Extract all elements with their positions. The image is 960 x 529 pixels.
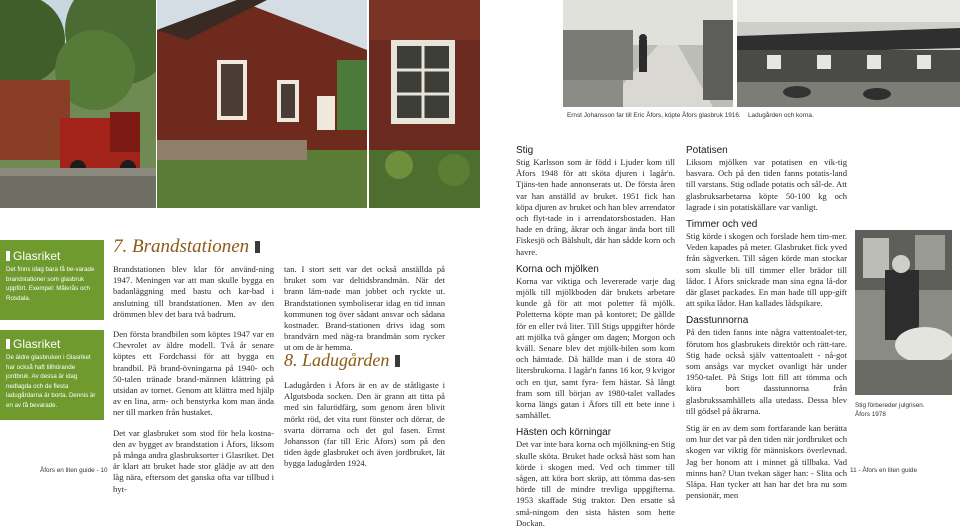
right-column-1 [516, 145, 675, 529]
section-7-paragraph: Den första brandbilen som köptes 1947 var en Chevrolet av äldre modell. Två år senare köptes ett Fordchassi för att bygga en brandbil. På brand-övningarna på 1940- och 50-talen tränade brand-männen klättring på utsidan av tornet. Genom att klättra med hjälp av en lina, arm- och benstyrka kom man ända ner till marken från hustaket. [113, 329, 274, 418]
photo-stig-julgris [855, 230, 952, 395]
sidebar-2-body: De äldre glasbruken i Glasriket har också haft tillhörande jordbruk. Av dessa är idag nedlagda och de flesta ladugårdarna är borta. Dennis är en av få bevarade. [6, 354, 96, 409]
left-page-footer: Åfors en liten guide - 10 [40, 467, 108, 474]
photo-ernst-johansson [563, 0, 733, 107]
heading-potatis: Potatisen [686, 145, 728, 156]
photo-caption: Stig förbereder julgrisen. Åfors 1978 [855, 402, 925, 418]
potatis-paragraph: Liksom mjölken var potatisen en vik-tig basvara. Och på den tiden fanns potatis-land till varstans. Stig odlade potatis och sål-de. Att glasbruksarbetarna köpte 50-100 kg och lagrade i sin potatiskällare var vanligt. [686, 157, 847, 212]
section-7-heading-text: 7. Brandstationen [113, 236, 250, 257]
last-paragraph: Stig är en av dem som fortfarande kan berätta om hur det var på den tiden när jordbruket och skogen var viktig för människors överlevnad. Jag ber honom att i minnet gå tillbaka. Vad minns han? Utan tvekan säger han: - Slita och Släpa. Han tycker att han har det bra nu som pensionär, men [686, 423, 847, 501]
section-8-heading [284, 350, 400, 371]
timmer-paragraph: Stig körde i skogen och forslade hem tim-mer. Veden kapades på meter. Glasbruket fick yved från sågverken. Till sågen körde man stockar som skulle bli till timmer eller brädor till lådor. I Åfors snickrade man sina egna lå-dor där glaset packades. En man hade till upp-gift att spika lådor. Han kallades lådspikare. [686, 231, 847, 309]
caption-top-1: Ernst Johansson far till Eric Åfors, köpte Åfors glasbruk 1916. [567, 112, 741, 119]
section-7-paragraph: Det var glasbruket som stod för hela kostna-den av bygget av brandstation i Åfors, liksom på många andra glasbruksorter i Glasriket. Det är klart att bruket hade stor glädje av att den låg nära, eftersom det ganska ofta var tillbud i hyt- [113, 427, 274, 494]
photo-barn-cows [737, 0, 960, 107]
section-7-column-1 [113, 264, 274, 504]
sidebar-1-title-row [6, 249, 100, 263]
photo-barn-window [369, 0, 480, 208]
photo-fire-truck [0, 0, 156, 208]
section-7-heading [113, 236, 260, 258]
hasten-paragraph: Det var inte bara korna och mjölkning-en Stig skulle sköta. Bruket hade också häst som han körde i skogen med. Ved och timmer till sågen, att köra bort skräp, att tömma das-sen hörde till de mindre trevliga uppgifterna. 1953 skaffade Stig traktor. Den ersatte så små-ningom den sista hästen som hette Dockan. [516, 439, 675, 528]
right-page-footer: 11 - Åfors en liten guide [850, 467, 918, 474]
photo-barn-building [157, 0, 367, 208]
bar-chart-icon [6, 339, 10, 349]
sidebar-1-title: Glasriket [13, 249, 61, 263]
korna-paragraph: Korna var viktiga och levererade varje dag mjölk till mjölkboden där brukets arbetare kunde gå för att mot poletter få mjölk. Poletterna köpte man på kontoret; De gällde för en eller två liter. Till Stigs uppgifter hörde att mjölka två gånger om dagen; Morgon och kväll. Senare blev det mjölk-bilen som kom och hämtade. Då hällde man i de stora 40 litersbrukorna. I lagår'n fanns 16 kor, 9 kvigor och en tjur, samt fyra- fem hästar. Så långt fram som till början av 1980-talet vallades korna längs gatan i Åfors till ett bete inne i samhället. [516, 275, 675, 421]
sidebar-box-2 [0, 330, 104, 420]
heading-korna: Korna och mjölken [516, 263, 599, 275]
heading-stig: Stig [516, 145, 534, 156]
bar-chart-icon [255, 241, 260, 253]
sidebar-2-title: Glasriket [13, 337, 61, 351]
section-7-paragraph: Brandstationen blev klar för använd-ning 1947. Meningen var att man skulle bygga en badanläggning med bastu och kar-bad i anslutning till brandstationen. Men av den drömmen blev det bara två badrum. [113, 264, 274, 319]
bar-chart-icon [6, 251, 10, 261]
sidebar-2-title-row [6, 337, 100, 351]
section-8-heading-text: 8. Ladugården [284, 350, 390, 370]
heading-timmer: Timmer och ved [686, 219, 758, 231]
sidebar-box-1 [0, 240, 104, 320]
bar-chart-icon [395, 355, 400, 367]
sidebar-1-body: Det finns idag bara få be-varade brandstationer som glasbruk uppfört. Exempel: Målerås och Rosdala. [6, 266, 95, 302]
right-column-2 [686, 145, 847, 501]
heading-dass: Dasstunnorna [686, 315, 749, 327]
heading-hasten: Hästen och körningar [516, 427, 612, 439]
section-8-paragraph: Ladugården i Åfors är en av de ståtligaste i Algutsboda socken. Den är grann att titta på med sin falurödfärg, som genom åren blivit mörkt röd, det vita runt fönster och dörrar, de svarta dörrarna och det gul fasen. Ernst Johansson (far till Eric Åfors) som på den tiden ägde glasbruket och även jordbruket, lät bygga ladugården 1924. [284, 380, 445, 469]
caption-top-2: Ladugården och korna. [748, 112, 814, 119]
section-7-column-2 [284, 264, 445, 363]
section-7-paragraph: tan. I stort sett var det också anställda på bruket som var deltidsbrandmän. När det brann läm-nade man jobbet och ryckte ut. Brandstationen symboliserar idag en tid innan kommunen tog över sådant ansvar och sådana kostnader. Brand-stationen drivs idag som brandvärn med näg-ra brandmän som rycker ut om de är hemma. [284, 264, 445, 353]
stig-paragraph: Stig Karlsson som är född i Ljuder kom till Åfors 1948 för att sköta djuren i lagår'n. Tjäns-ten hade annonserats ut. De första åren var han anställd av bruket. 1951 fick han köpa djuren av bruket och han blev arrendator och flyt-tade in i arrendatorsbostaden. Han hade en dräng, åkrar och ängar ända bort till Fiskesjö och Bälshult, där han sådde korn och havre. [516, 157, 675, 257]
section-8-body [284, 380, 445, 479]
dass-paragraph: På den tiden fanns inte några vattentoalet-ter, förutom hos glasbrukets direktör och rätt-tare. Stig hade också själv vattentoalett - nå-got som ansågs var mycket ovanligt här under 1950-talet. På Stigs lott fill att tömma och köra bort dasstunnorna från glasbrukssamhällets alla utedass. Dessa blev till gödsel på åkrarna. [686, 327, 847, 416]
